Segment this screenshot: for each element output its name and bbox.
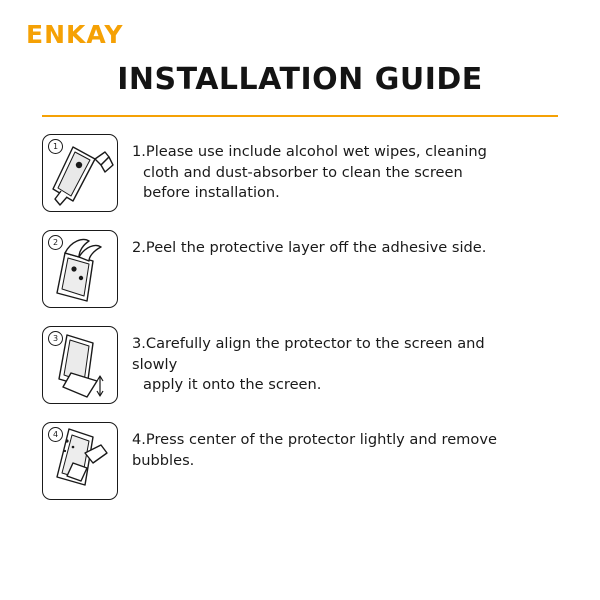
list-item [42,326,570,404]
step-illustration-1 [42,134,118,212]
step-text-3 [132,326,532,396]
step-line-1: 3.Carefully align the protector to the screen and slowly [132,335,485,373]
step-badge: 3 [48,331,63,346]
step-line-1: 4.Press center of the protector lightly and remove [132,431,497,448]
step-line-1: 2.Peel the protective layer off the adhesive side. [132,239,487,256]
step-text-1 [132,134,487,204]
step-badge: 1 [48,139,63,154]
step-illustration-4 [42,422,118,500]
step-line-2: apply it onto the screen. [143,376,322,394]
list-item [42,230,570,308]
step-illustration-2 [42,230,118,308]
step-badge: 4 [48,427,63,442]
page-title-wrap [0,62,600,97]
step-line-1: 1.Please use include alcohol wet wipes, cleaning [132,143,487,160]
list-item [42,134,570,212]
step-illustration-3 [42,326,118,404]
title-divider [42,115,558,117]
brand-logo: ENKAY [26,20,124,49]
step-line-2: bubbles. [132,451,195,469]
step-text-2 [132,230,486,259]
step-text-4 [132,422,497,471]
step-line-3: before installation. [143,184,280,202]
page-title: INSTALLATION GUIDE [117,62,483,97]
step-line-2: cloth and dust-absorber to clean the screen [143,163,463,181]
list-item [42,422,570,500]
step-badge: 2 [48,235,63,250]
steps-list [42,134,570,518]
